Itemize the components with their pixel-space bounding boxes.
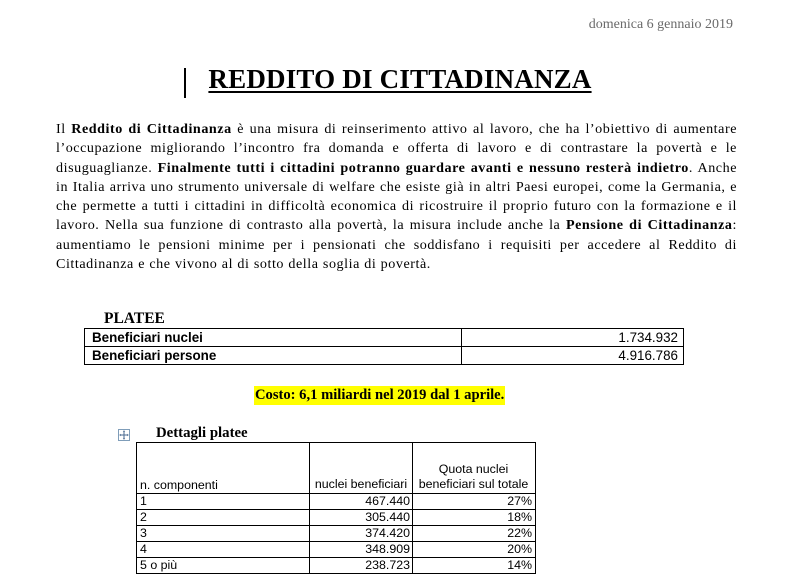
table-cell[interactable]: 1 xyxy=(137,494,310,510)
table-cell[interactable]: 18% xyxy=(413,510,536,526)
table-header-row xyxy=(137,443,536,494)
table-row xyxy=(137,494,536,510)
intro-paragraph[interactable] xyxy=(56,120,737,274)
document-title[interactable]: REDDITO DI CITTADINANZA xyxy=(208,64,592,94)
table-cell[interactable]: 22% xyxy=(413,526,536,542)
table-cell-value[interactable]: 4.916.786 xyxy=(462,347,684,365)
table-row xyxy=(137,510,536,526)
column-header[interactable]: Quota nuclei beneficiari sul totale xyxy=(413,443,536,494)
platee-heading: PLATEE xyxy=(104,310,165,327)
dettagli-heading: Dettagli platee xyxy=(156,425,248,441)
table-cell[interactable]: 3 xyxy=(137,526,310,542)
table-cell[interactable]: 20% xyxy=(413,542,536,558)
cost-highlight: Costo: 6,1 miliardi nel 2019 dal 1 aprile. xyxy=(255,387,505,403)
table-row xyxy=(137,526,536,542)
table-cell[interactable]: 305.440 xyxy=(310,510,413,526)
table-row xyxy=(137,542,536,558)
dettagli-table[interactable] xyxy=(136,442,536,574)
table-row xyxy=(85,347,684,365)
table-cell[interactable]: 5 o più xyxy=(137,558,310,574)
move-arrows-icon[interactable] xyxy=(118,429,130,441)
paragraph-text: è una misura di reinserimento attivo al lavoro, che ha l’obiettivo di aumentare l’occupazione migliorando l’incontro fra domanda e offerta di lavoro e di contrastare la povertà e le disuguaglianze. xyxy=(56,121,738,176)
paragraph-text: : aumentiamo le pensioni minime per i pensionati che soddisfano i requisiti per accedere al Reddito di Cittadinanza e che vivono al di sotto della soglia di povertà. xyxy=(56,217,737,273)
table-cell-label[interactable]: Beneficiari persone xyxy=(85,347,462,365)
table-cell[interactable]: 238.723 xyxy=(310,558,413,574)
paragraph-text: . Anche in Italia arriva uno strumento universale di welfare che esiste già in altri Paesi europei, come la Germania, e che permette a tutti i cittadini in difficoltà economica di ricostruire il proprio futuro con la formazione e il lavoro. Nella sua funzione di contrasto alla povertà, la misura include anche la xyxy=(56,159,738,234)
table-cell[interactable]: 2 xyxy=(137,510,310,526)
table-cell[interactable]: 14% xyxy=(413,558,536,574)
column-header[interactable]: n. componenti xyxy=(137,443,310,494)
table-cell-label[interactable]: Beneficiari nuclei xyxy=(85,329,462,347)
table-cell[interactable]: 374.420 xyxy=(310,526,413,542)
paragraph-text: Il xyxy=(56,121,72,137)
table-cell[interactable]: 348.909 xyxy=(310,542,413,558)
table-cell[interactable]: 27% xyxy=(413,494,536,510)
paragraph-bold-text: Pensione di Cittadinanza xyxy=(565,217,733,234)
platee-table[interactable] xyxy=(84,328,684,365)
table-cell-value[interactable]: 1.734.932 xyxy=(462,329,684,347)
paragraph-bold-text: Finalmente tutti i cittadini potranno guardare avanti e nessuno resterà indietro xyxy=(157,159,689,176)
table-cell[interactable]: 467.440 xyxy=(310,494,413,510)
table-cell[interactable]: 4 xyxy=(137,542,310,558)
table-row xyxy=(137,558,536,574)
table-row xyxy=(85,329,684,347)
document-date: domenica 6 gennaio 2019 xyxy=(588,17,733,32)
paragraph-bold-text: Reddito di Cittadinanza xyxy=(71,121,232,137)
column-header[interactable]: nuclei beneficiari xyxy=(310,443,413,494)
